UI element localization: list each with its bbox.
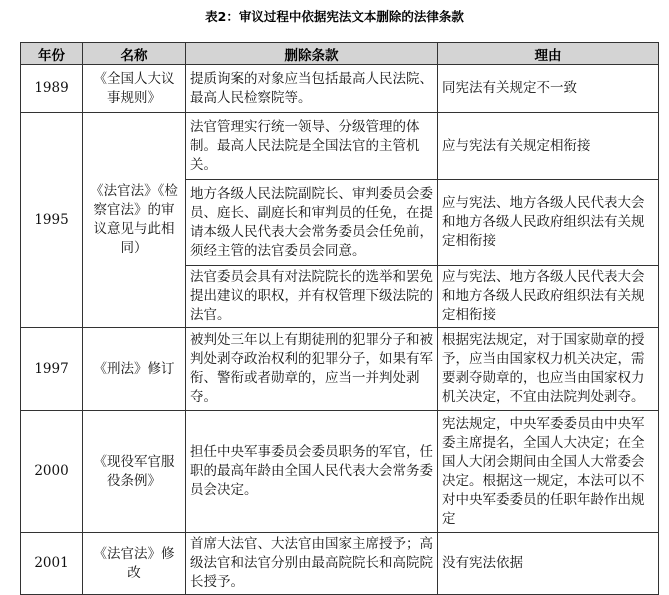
reason-cell: 应与宪法、地方各级人民代表大会和地方各级人民政府组织法有关规定相衔接 xyxy=(438,180,659,266)
name-cell: 《现役军官服役条例》 xyxy=(83,411,186,533)
name-cell: 《法官法》修改 xyxy=(83,533,186,595)
reason-cell: 同宪法有关规定不一致 xyxy=(438,65,659,113)
header-clause: 删除条款 xyxy=(186,43,438,65)
reason-cell: 没有宪法依据 xyxy=(438,533,659,595)
clause-cell: 被判处三年以上有期徒刑的犯罪分子和被判处剥夺政治权利的犯罪分子，如果有军衔、警衔或者勋章的，应当一并判处剥夺。 xyxy=(186,328,438,411)
reason-cell: 应与宪法有关规定相衔接 xyxy=(438,113,659,180)
reason-cell: 宪法规定，中央军委委员由中央军委主席提名，全国人大决定；在全国人大闭会期间由全国人大常委会决定。根据这一规定，本法可以不对中央军委委员的任职年龄作出规定 xyxy=(438,411,659,533)
clause-cell: 首席大法官、大法官由国家主席授予；高级法官和法官分别由最高院院长和高院院长授予。 xyxy=(186,533,438,595)
table-row xyxy=(21,411,659,533)
year-cell: 1989 xyxy=(21,65,83,113)
year-cell: 2001 xyxy=(21,533,83,595)
reason-cell: 根据宪法规定，对于国家勋章的授予，应当由国家权力机关决定，需要剥夺勋章的，也应当由国家权力机关决定，不宜由法院判处剥夺。 xyxy=(438,328,659,411)
table-row xyxy=(21,65,659,113)
table-caption: 表2：审议过程中依据宪法文本删除的法律条款 xyxy=(205,9,464,24)
header-name: 名称 xyxy=(83,43,186,65)
year-cell: 1995 xyxy=(21,113,83,328)
reason-cell: 应与宪法、地方各级人民代表大会和地方各级人民政府组织法有关规定相衔接 xyxy=(438,266,659,328)
clause-cell: 担任中央军事委员会委员职务的军官，任职的最高年龄由全国人民代表大会常务委员会决定。 xyxy=(186,411,438,533)
table-row xyxy=(21,328,659,411)
name-cell: 《刑法》修订 xyxy=(83,328,186,411)
table-row xyxy=(21,113,659,180)
header-reason: 理由 xyxy=(438,43,659,65)
name-cell: 《法官法》《检察官法》的审议意见与此相同） xyxy=(83,113,186,328)
header-year: 年份 xyxy=(21,43,83,65)
clause-cell: 法官委员会具有对法院院长的选举和罢免提出建议的职权，并有权管理下级法院的法官。 xyxy=(186,266,438,328)
header-row xyxy=(21,43,659,65)
table-row xyxy=(21,533,659,595)
clause-cell: 地方各级人民法院副院长、审判委员会委员、庭长、副庭长和审判员的任免，在提请本级人民代表大会常务委员会任免前，须经主管的法官委员会同意。 xyxy=(186,180,438,266)
clause-cell: 提质询案的对象应当包括最高人民法院、最高人民检察院等。 xyxy=(186,65,438,113)
clause-cell: 法官管理实行统一领导、分级管理的体制。最高人民法院是全国法官的主管机关。 xyxy=(186,113,438,180)
year-cell: 2000 xyxy=(21,411,83,533)
name-cell: 《全国人大议事规则》 xyxy=(83,65,186,113)
deleted-clauses-table xyxy=(20,42,659,595)
year-cell: 1997 xyxy=(21,328,83,411)
